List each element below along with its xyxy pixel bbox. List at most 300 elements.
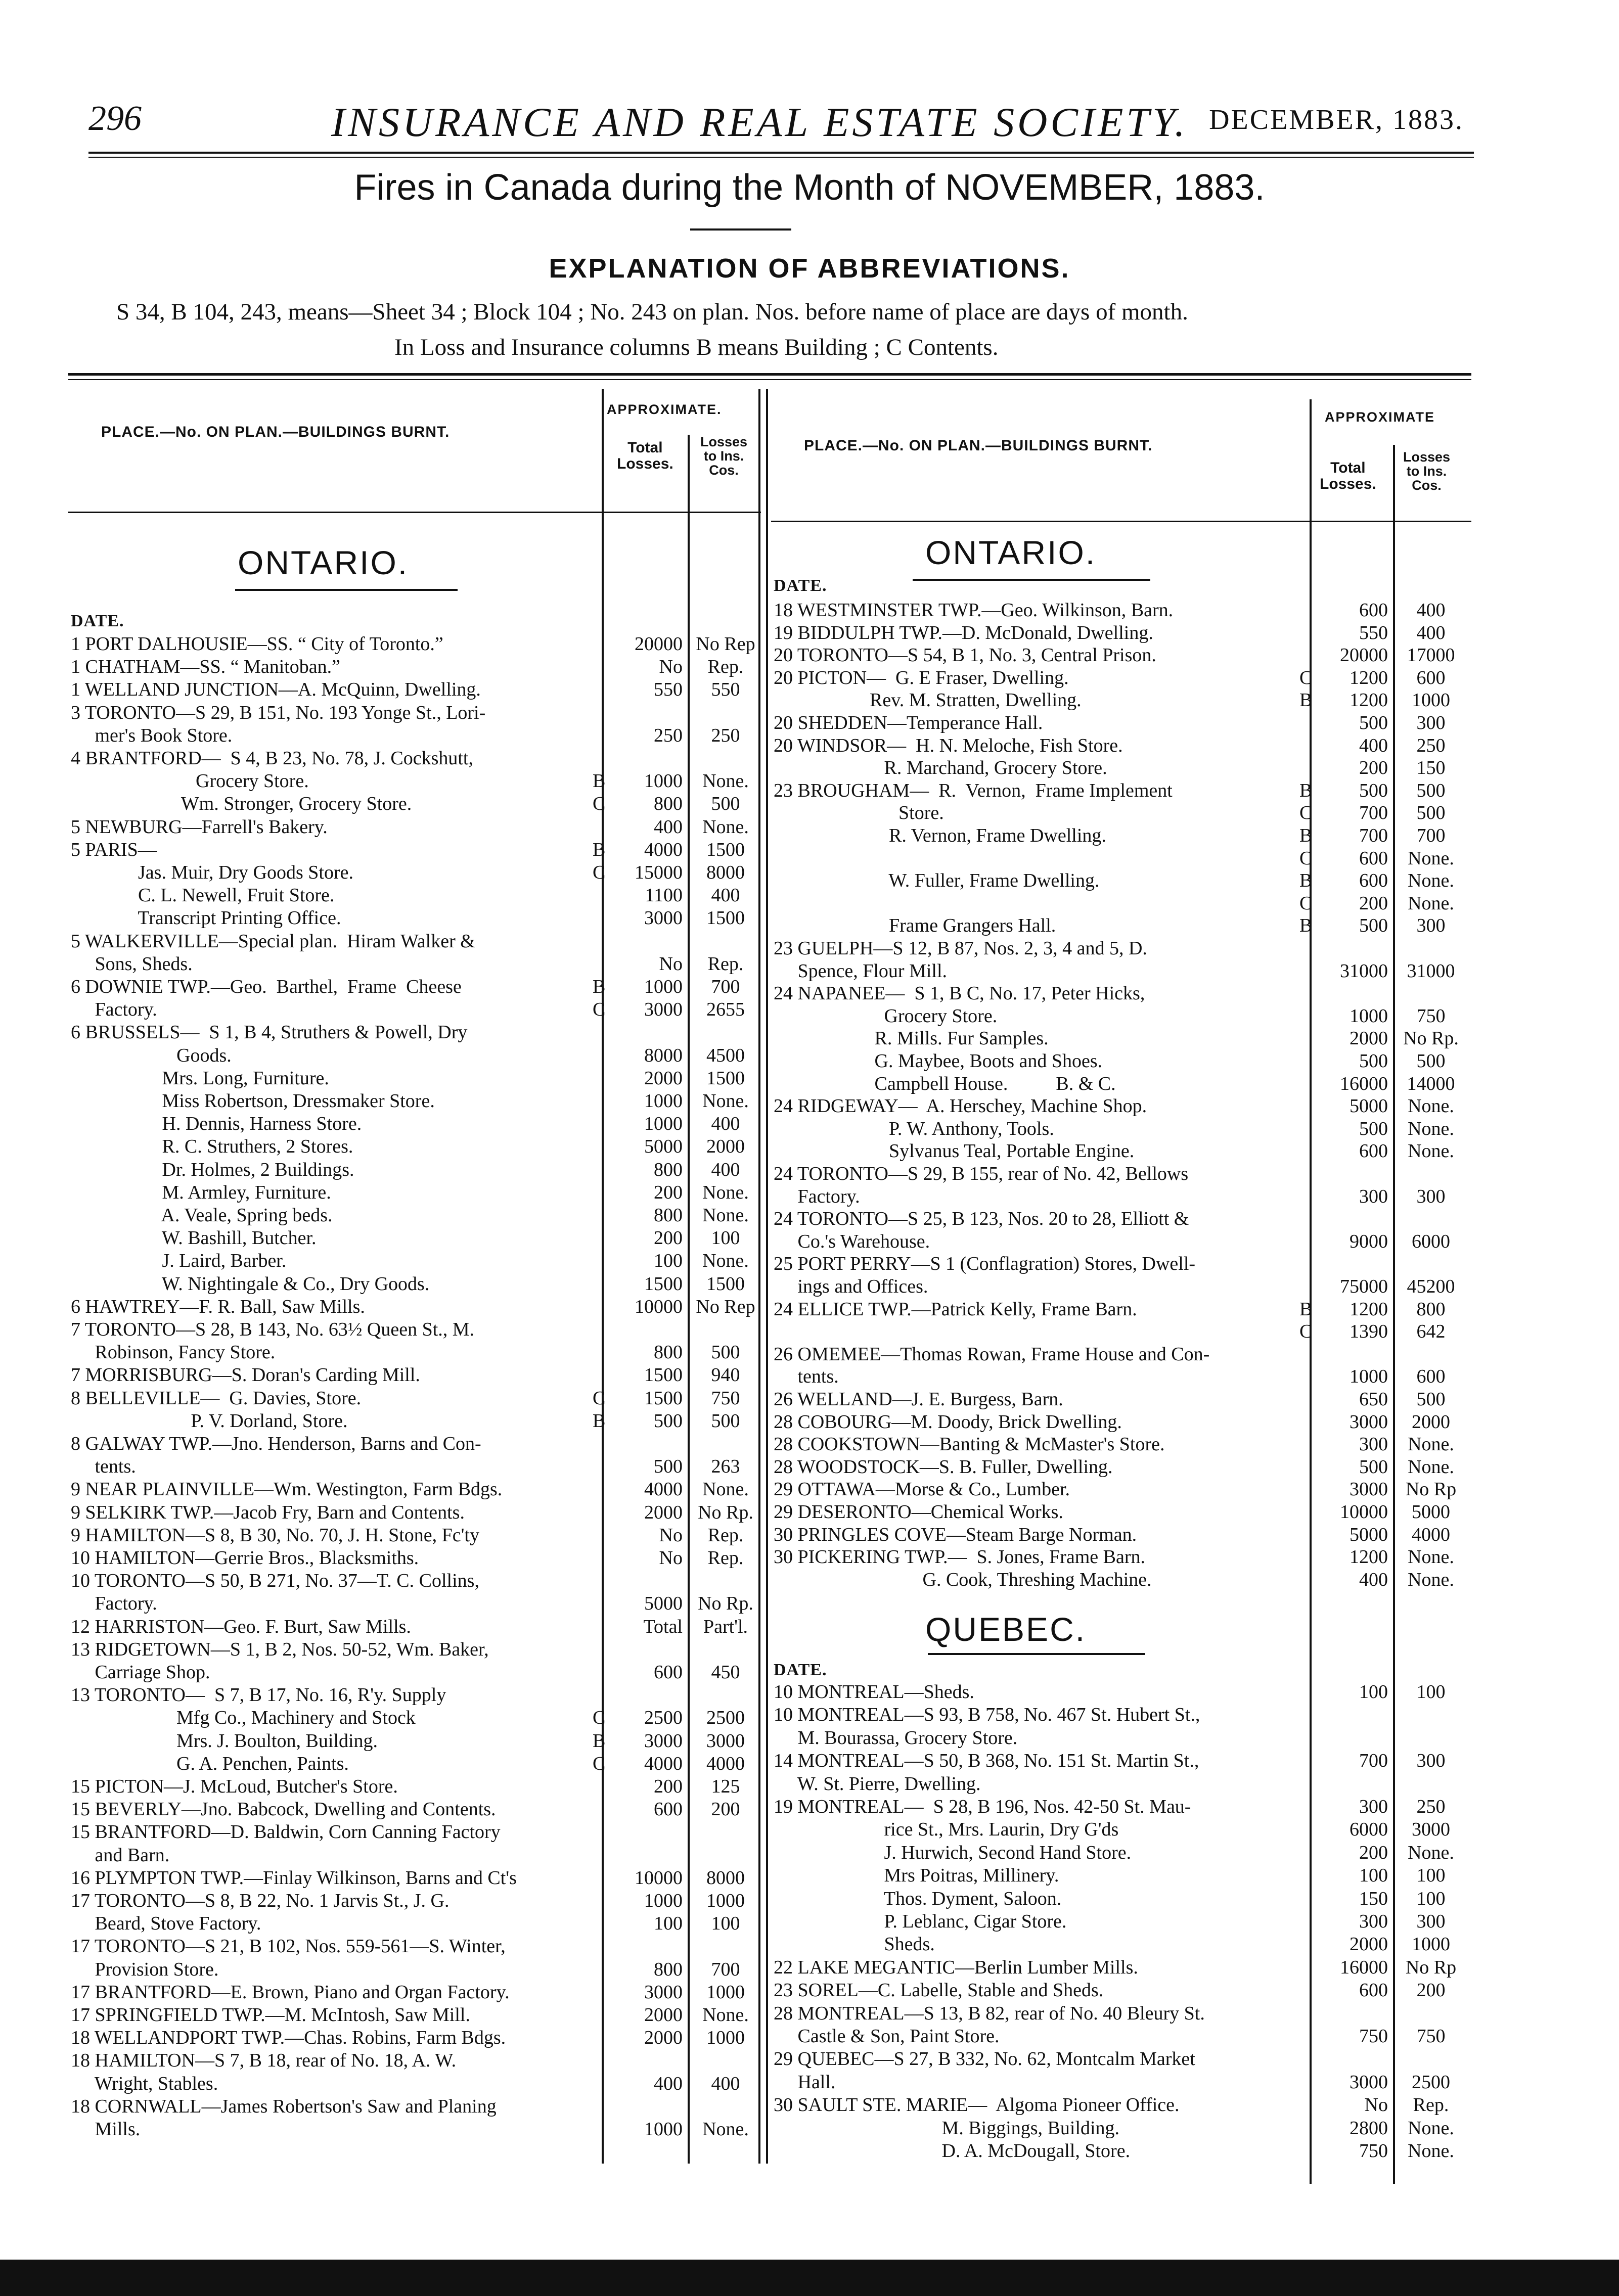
entry-text: W. St. Pierre, Dwelling. (774, 1773, 981, 1795)
insurance-loss-value: None. (1408, 1456, 1454, 1478)
region-underline (928, 1653, 1145, 1655)
insurance-loss-value: 550 (711, 679, 740, 701)
insurance-loss-value: 200 (711, 1799, 740, 1820)
region-underline (913, 579, 1150, 581)
insurance-loss-value: Rep. (707, 1547, 744, 1569)
building-contents-marker: B (1299, 825, 1313, 846)
insurance-loss-value: 300 (1416, 1750, 1446, 1772)
column-header-total-right: Total Losses. (1320, 460, 1376, 492)
insurance-loss-value: 100 (711, 1913, 740, 1935)
table-top-rule-thin (68, 379, 1471, 380)
entry-text: Wright, Stables. (71, 2073, 218, 2094)
insurance-loss-value: Part'l. (703, 1616, 748, 1637)
insurance-loss-value: 17000 (1407, 645, 1455, 666)
abbreviations-line-2: In Loss and Insurance columns B means Building ; C Contents. (394, 334, 999, 360)
region-heading-quebec: QUEBEC. (925, 1611, 1087, 1648)
entry-text: Transcript Printing Office. (71, 907, 341, 929)
entry-text: M. Bourassa, Grocery Store. (774, 1727, 1018, 1749)
insurance-loss-value: 1500 (706, 1273, 745, 1295)
entry-text: and Barn. (71, 1844, 170, 1866)
entry-text: 13 TORONTO— S 7, B 17, No. 16, R'y. Supply (71, 1684, 446, 1706)
entry-text: Factory. (71, 1593, 157, 1615)
column-header-losses-left: Losses to Ins. Cos. (700, 434, 748, 478)
insurance-loss-value: 500 (711, 1410, 740, 1432)
insurance-loss-value: 4000 (1412, 1524, 1450, 1545)
entry-text: 18 HAMILTON—S 7, B 18, rear of No. 18, A. W. (71, 2050, 457, 2072)
entry-text: Carriage Shop. (71, 1662, 210, 1683)
issue-date: DECEMBER, 1883. (1209, 104, 1464, 135)
insurance-loss-value: 300 (1416, 1185, 1446, 1207)
entry-text: tents. (774, 1366, 839, 1388)
entry-text: 10 MONTREAL—S 93, B 758, No. 467 St. Hubert St., (774, 1704, 1200, 1726)
insurance-loss-value: 100 (1416, 1865, 1446, 1887)
total-loss-value: 800 (654, 1958, 683, 1980)
total-loss-value: 700 (1359, 825, 1388, 846)
insurance-loss-value: 250 (1416, 1796, 1446, 1817)
total-loss-value: 1000 (644, 1090, 683, 1112)
total-loss-value: No (659, 656, 683, 678)
entry-text: 3 TORONTO—S 29, B 151, No. 193 Yonge St., Lori- (71, 702, 486, 723)
total-loss-value: 200 (1359, 892, 1388, 914)
insurance-loss-value: 800 (1416, 1298, 1446, 1320)
insurance-loss-value: 100 (711, 1227, 740, 1249)
total-loss-value: 5000 (644, 1136, 683, 1158)
total-loss-value: 1500 (644, 1387, 683, 1409)
total-loss-value: 600 (1359, 1140, 1388, 1162)
insurance-loss-value: 600 (1416, 667, 1446, 688)
entry-text: 6 DOWNIE TWP.—Geo. Barthel, Frame Cheese (71, 976, 462, 997)
entry-text: 24 ELLICE TWP.—Patrick Kelly, Frame Barn. (774, 1298, 1137, 1320)
entry-text: mer's Book Store. (71, 724, 233, 746)
entry-text: 26 WELLAND—J. E. Burgess, Barn. (774, 1389, 1063, 1410)
total-loss-value: 1500 (644, 1364, 683, 1386)
entry-text: 24 TORONTO—S 29, B 155, rear of No. 42, Bellows (774, 1163, 1189, 1184)
total-loss-value: 1000 (644, 1890, 683, 1911)
journal-title: INSURANCE AND REAL ESTATE SOCIETY. (331, 99, 1188, 145)
insurance-loss-value: None. (702, 1181, 749, 1203)
insurance-loss-value: No Rep (696, 1296, 755, 1317)
column-header-place-left: PLACE.—No. ON PLAN.—BUILDINGS BURNT. (101, 424, 450, 440)
entry-text: 7 TORONTO—S 28, B 143, No. 63½ Queen St., M. (71, 1319, 475, 1340)
total-loss-value: 3000 (1350, 1411, 1388, 1433)
insurance-loss-value: 400 (711, 1159, 740, 1180)
total-loss-value: 700 (1359, 802, 1388, 824)
insurance-loss-value: None. (702, 1250, 749, 1272)
date-heading-quebec: DATE. (774, 1661, 827, 1679)
entry-text: A. Veale, Spring beds. (71, 1205, 333, 1226)
insurance-loss-value: 400 (711, 1113, 740, 1135)
insurance-loss-value: None. (702, 2119, 749, 2140)
total-loss-value: 300 (1359, 1911, 1388, 1932)
entry-text: 9 HAMILTON—S 8, B 30, No. 70, J. H. Stone, Fc'ty (71, 1524, 480, 1546)
total-loss-value: No (659, 953, 683, 975)
entry-text: 29 DESERONTO—Chemical Works. (774, 1501, 1063, 1523)
insurance-loss-value: 700 (711, 976, 740, 997)
entry-text: P. W. Anthony, Tools. (774, 1118, 1054, 1139)
entry-text: Store. (774, 802, 944, 824)
insurance-loss-value: No Rp. (698, 1593, 753, 1615)
total-loss-value: 500 (1359, 1118, 1388, 1139)
entry-text: Rev. M. Stratten, Dwelling. (774, 690, 1082, 711)
insurance-loss-value: Rep. (707, 953, 744, 975)
total-loss-value: 150 (1359, 1888, 1388, 1909)
entry-text: 20 SHEDDEN—Temperance Hall. (774, 712, 1043, 733)
entry-text: J. Laird, Barber. (71, 1250, 287, 1272)
column-header-approximate-left: APPROXIMATE. (607, 402, 722, 417)
total-loss-value: 10000 (635, 1296, 683, 1317)
insurance-loss-value: 2655 (706, 999, 745, 1021)
total-loss-value: Total (643, 1616, 683, 1637)
total-loss-value: 4000 (644, 1479, 683, 1500)
total-loss-value: 500 (1359, 712, 1388, 733)
entry-text: Spence, Flour Mill. (774, 960, 948, 982)
entry-text: R. Vernon, Frame Dwelling. (774, 825, 1106, 846)
total-loss-value: 300 (1359, 1796, 1388, 1817)
entry-text: ings and Offices. (774, 1276, 928, 1297)
total-loss-value: 550 (654, 679, 683, 701)
insurance-loss-value: 8000 (706, 862, 745, 883)
entry-text: 24 RIDGEWAY— A. Herschey, Machine Shop. (774, 1095, 1147, 1117)
total-loss-value: 15000 (635, 862, 683, 883)
entry-text: 25 PORT PERRY—S 1 (Conflagration) Stores, Dwell- (774, 1253, 1196, 1275)
building-contents-marker: B (1299, 1298, 1313, 1320)
insurance-loss-value: None. (1408, 2140, 1454, 2162)
building-contents-marker: C (593, 793, 606, 815)
insurance-loss-value: 5000 (1412, 1501, 1450, 1523)
insurance-loss-value: 250 (1416, 734, 1446, 756)
total-loss-value: 3000 (644, 1981, 683, 2003)
insurance-loss-value: 1000 (1412, 690, 1450, 711)
entry-text: tents. (71, 1456, 136, 1478)
entry-text: 7 MORRISBURG—S. Doran's Carding Mill. (71, 1364, 420, 1386)
insurance-loss-value: None. (1408, 847, 1454, 869)
total-loss-value: 200 (654, 1181, 683, 1203)
total-loss-value: 5000 (1350, 1095, 1388, 1117)
entry-text: 18 CORNWALL—James Robertson's Saw and Planing (71, 2095, 497, 2117)
page-number: 296 (88, 99, 142, 138)
total-loss-value: 2500 (644, 1707, 683, 1729)
total-loss-value: 500 (654, 1410, 683, 1432)
insurance-loss-value: None. (1408, 892, 1454, 914)
total-loss-value: 3000 (1350, 2071, 1388, 2093)
table-top-rule (68, 373, 1471, 376)
total-loss-value: 5000 (644, 1593, 683, 1615)
entry-text: R. C. Struthers, 2 Stores. (71, 1136, 353, 1158)
insurance-loss-value: 45200 (1407, 1276, 1455, 1297)
insurance-loss-value: 300 (1416, 1911, 1446, 1932)
entry-text: R. Mills. Fur Samples. (774, 1028, 1049, 1049)
total-loss-value: 2000 (644, 1501, 683, 1523)
insurance-loss-value: No Rp (1405, 1479, 1457, 1500)
entry-text: 24 NAPANEE— S 1, B C, No. 17, Peter Hicks, (774, 983, 1145, 1004)
total-loss-value: 800 (654, 1205, 683, 1226)
entry-text: 20 WINDSOR— H. N. Meloche, Fish Store. (774, 734, 1123, 756)
entry-text: 19 MONTREAL— S 28, B 196, Nos. 42-50 St. Mau- (774, 1796, 1191, 1817)
building-contents-marker: B (593, 770, 606, 792)
entry-text: 9 SELKIRK TWP.—Jacob Fry, Barn and Contents. (71, 1501, 465, 1523)
total-loss-value: 6000 (1350, 1819, 1388, 1841)
total-loss-value: 100 (654, 1913, 683, 1935)
total-loss-value: 1100 (645, 885, 683, 906)
entry-text: G. Cook, Threshing Machine. (774, 1569, 1152, 1590)
insurance-loss-value: 1000 (706, 1981, 745, 2003)
insurance-loss-value: 6000 (1412, 1230, 1450, 1252)
total-loss-value: No (659, 1524, 683, 1546)
total-loss-value: 75000 (1340, 1276, 1388, 1297)
entry-text: W. Bashill, Butcher. (71, 1227, 317, 1249)
insurance-loss-value: 1500 (706, 1067, 745, 1089)
column-rule (602, 389, 604, 2164)
entry-text: Grocery Store. (774, 1005, 998, 1027)
total-loss-value: 2000 (1350, 1934, 1388, 1955)
entry-text: 8 BELLEVILLE— G. Davies, Store. (71, 1387, 362, 1409)
insurance-loss-value: 500 (711, 793, 740, 815)
building-contents-marker: B (1299, 870, 1313, 892)
entry-text: 17 TORONTO—S 21, B 102, Nos. 559-561—S. Winter, (71, 1936, 506, 1957)
total-loss-value: 800 (654, 1159, 683, 1180)
total-loss-value: 600 (1359, 870, 1388, 892)
insurance-loss-value: 3000 (1412, 1819, 1450, 1841)
entry-text: Beard, Stove Factory. (71, 1913, 261, 1935)
building-contents-marker: B (593, 1730, 606, 1752)
entry-text: Campbell House. B. & C. (774, 1073, 1116, 1094)
building-contents-marker: C (593, 1707, 606, 1729)
insurance-loss-value: 150 (1416, 757, 1446, 779)
insurance-loss-value: 500 (1416, 779, 1446, 801)
entry-text: 5 PARIS— (71, 839, 157, 860)
total-loss-value: 20000 (1340, 645, 1388, 666)
total-loss-value: 100 (1359, 1865, 1388, 1887)
insurance-loss-value: None. (1408, 1546, 1454, 1568)
entry-text: Provision Store. (71, 1958, 219, 1980)
building-contents-marker: C (1299, 847, 1313, 869)
insurance-loss-value: None. (1408, 1842, 1454, 1863)
insurance-loss-value: None. (1408, 1140, 1454, 1162)
total-loss-value: 2000 (644, 1067, 683, 1089)
column-header-approximate-right: APPROXIMATE (1325, 409, 1435, 425)
total-loss-value: 20000 (635, 633, 683, 655)
insurance-loss-value: 3000 (706, 1730, 745, 1752)
total-loss-value: 31000 (1340, 960, 1388, 982)
insurance-loss-value: 500 (711, 1342, 740, 1363)
total-loss-value: 400 (654, 2073, 683, 2094)
insurance-loss-value: 1500 (706, 907, 745, 929)
building-contents-marker: C (1299, 892, 1313, 914)
insurance-loss-value: 750 (1416, 2026, 1446, 2047)
insurance-loss-value: 200 (1416, 1980, 1446, 2001)
entry-text: W. Fuller, Frame Dwelling. (774, 870, 1100, 892)
entry-text: 23 SOREL—C. Labelle, Stable and Sheds. (774, 1980, 1104, 2001)
total-loss-value: 600 (1359, 600, 1388, 621)
total-loss-value: 750 (1359, 2026, 1388, 2047)
entry-text: Robinson, Fancy Store. (71, 1342, 276, 1363)
insurance-loss-value: None. (702, 1205, 749, 1226)
entry-text: 4 BRANTFORD— S 4, B 23, No. 78, J. Cockshutt, (71, 748, 473, 769)
entry-text: 30 SAULT STE. MARIE— Algoma Pioneer Office. (774, 2094, 1180, 2116)
total-loss-value: 700 (1359, 1750, 1388, 1772)
entry-text: Mrs Poitras, Millinery. (774, 1865, 1059, 1887)
entry-text: 5 NEWBURG—Farrell's Bakery. (71, 816, 328, 838)
entry-text: 5 WALKERVILLE—Special plan. Hiram Walker & (71, 930, 475, 952)
entry-text: Mrs. J. Boulton, Building. (71, 1730, 378, 1752)
total-loss-value: 200 (1359, 757, 1388, 779)
building-contents-marker: C (593, 1753, 606, 1774)
entry-text: P. Leblanc, Cigar Store. (774, 1911, 1067, 1932)
total-loss-value: 1000 (644, 2119, 683, 2140)
insurance-loss-value: 500 (1416, 1050, 1446, 1072)
insurance-loss-value: None. (1408, 1569, 1454, 1590)
total-loss-value: 1500 (644, 1273, 683, 1295)
total-loss-value: 750 (1359, 2140, 1388, 2162)
insurance-loss-value: None. (702, 2004, 749, 2026)
entry-text: Mfg Co., Machinery and Stock (71, 1707, 416, 1729)
building-contents-marker: C (1299, 667, 1313, 688)
total-loss-value: 550 (1359, 622, 1388, 644)
total-loss-value: 500 (1359, 915, 1388, 937)
entry-text: Miss Robertson, Dressmaker Store. (71, 1090, 435, 1112)
total-loss-value: 200 (654, 1227, 683, 1249)
column-rule (688, 435, 690, 2164)
insurance-loss-value: 400 (711, 2073, 740, 2094)
building-contents-marker: C (593, 862, 606, 883)
insurance-loss-value: None. (702, 816, 749, 838)
total-loss-value: 250 (654, 724, 683, 746)
entry-text: 13 RIDGETOWN—S 1, B 2, Nos. 50-52, Wm. Baker, (71, 1638, 489, 1660)
entry-text: Grocery Store. (71, 770, 309, 792)
total-loss-value: 10000 (635, 1867, 683, 1889)
insurance-loss-value: 300 (1416, 712, 1446, 733)
total-loss-value: 800 (654, 793, 683, 815)
building-contents-marker: C (593, 999, 606, 1021)
entry-text: Sons, Sheds. (71, 953, 193, 975)
total-loss-value: 1000 (644, 770, 683, 792)
insurance-loss-value: None. (702, 1090, 749, 1112)
insurance-loss-value: 250 (711, 724, 740, 746)
total-loss-value: 1000 (1350, 1005, 1388, 1027)
entry-text: Factory. (774, 1185, 860, 1207)
insurance-loss-value: None. (1408, 1434, 1454, 1455)
insurance-loss-value: 100 (1416, 1888, 1446, 1909)
insurance-loss-value: No Rp. (1403, 1028, 1459, 1049)
entry-text: 8 GALWAY TWP.—Jno. Henderson, Barns and Con- (71, 1433, 481, 1454)
insurance-loss-value: 600 (1416, 1366, 1446, 1388)
total-loss-value: 3000 (644, 999, 683, 1021)
insurance-loss-value: 2000 (706, 1136, 745, 1158)
entry-text: 14 MONTREAL—S 50, B 368, No. 151 St. Martin St., (774, 1750, 1199, 1772)
entry-text: 28 COOKSTOWN—Banting & McMaster's Store. (774, 1434, 1165, 1455)
total-loss-value: 1200 (1350, 667, 1388, 688)
entry-text: P. V. Dorland, Store. (71, 1410, 348, 1432)
entry-text: G. A. Penchen, Paints. (71, 1753, 349, 1774)
entry-text: Mills. (71, 2119, 141, 2140)
entry-text: Sylvanus Teal, Portable Engine. (774, 1140, 1135, 1162)
insurance-loss-value: 100 (1416, 1681, 1446, 1703)
insurance-loss-value: Rep. (1413, 2094, 1449, 2116)
building-contents-marker: C (1299, 802, 1313, 824)
total-loss-value: 8000 (644, 1044, 683, 1066)
header-underline-left (68, 512, 761, 513)
insurance-loss-value: Rep. (707, 1524, 744, 1546)
entry-text: 15 PICTON—J. McLoud, Butcher's Store. (71, 1776, 398, 1797)
entry-text: 17 BRANTFORD—E. Brown, Piano and Organ Factory. (71, 1981, 510, 2003)
entry-text: Mrs. Long, Furniture. (71, 1067, 329, 1089)
total-loss-value: 400 (654, 816, 683, 838)
entry-text: 6 BRUSSELS— S 1, B 4, Struthers & Powell, Dry (71, 1022, 468, 1043)
entry-text: 15 BRANTFORD—D. Baldwin, Corn Canning Factory (71, 1821, 501, 1843)
entry-text: 15 BEVERLY—Jno. Babcock, Dwelling and Contents. (71, 1799, 496, 1820)
entry-text: Goods. (71, 1044, 232, 1066)
abbreviations-heading: EXPLANATION OF ABBREVIATIONS. (549, 253, 1070, 284)
abbreviations-line-1: S 34, B 104, 243, means—Sheet 34 ; Block 104 ; No. 243 on plan. Nos. before name of place are days of month. (116, 299, 1188, 325)
date-heading-right: DATE. (774, 576, 827, 595)
total-loss-value: 100 (654, 1250, 683, 1272)
total-loss-value: 400 (1359, 1569, 1388, 1590)
insurance-loss-value: 14000 (1407, 1073, 1455, 1094)
total-loss-value: 3000 (644, 907, 683, 929)
entry-text: M. Biggings, Building. (774, 2117, 1120, 2139)
entry-text: 10 HAMILTON—Gerrie Bros., Blacksmiths. (71, 1547, 419, 1569)
total-loss-value: 16000 (1340, 1956, 1388, 1978)
total-loss-value: 1200 (1350, 690, 1388, 711)
column-header-total-left: Total Losses. (617, 439, 673, 472)
insurance-loss-value: No Rp (1405, 1956, 1457, 1978)
entry-text: 20 TORONTO—S 54, B 1, No. 3, Central Prison. (774, 645, 1156, 666)
insurance-loss-value: 2500 (706, 1707, 745, 1729)
insurance-loss-value: 300 (1416, 915, 1446, 937)
entry-text: 1 WELLAND JUNCTION—A. McQuinn, Dwelling. (71, 679, 481, 701)
total-loss-value: 500 (1359, 779, 1388, 801)
insurance-loss-value: 1000 (1412, 1934, 1450, 1955)
insurance-loss-value: 2500 (1412, 2071, 1450, 2093)
total-loss-value: 600 (654, 1799, 683, 1820)
header-rule-thin (88, 157, 1474, 158)
insurance-loss-value: No Rep (696, 633, 755, 655)
insurance-loss-value: 400 (1416, 600, 1446, 621)
entry-text: Frame Grangers Hall. (774, 915, 1056, 937)
column-header-losses-right: Losses to Ins. Cos. (1403, 449, 1451, 493)
total-loss-value: 500 (1359, 1050, 1388, 1072)
entry-text: G. Maybee, Boots and Shoes. (774, 1050, 1103, 1072)
insurance-loss-value: 4500 (706, 1044, 745, 1066)
total-loss-value: No (659, 1547, 683, 1569)
entry-text: 6 HAWTREY—F. R. Ball, Saw Mills. (71, 1296, 365, 1317)
entry-text: 28 COBOURG—M. Doody, Brick Dwelling. (774, 1411, 1122, 1433)
insurance-loss-value: 8000 (706, 1867, 745, 1889)
entry-text: 10 MONTREAL—Sheds. (774, 1681, 974, 1703)
entry-text: 23 BROUGHAM— R. Vernon, Frame Implement (774, 779, 1173, 801)
insurance-loss-value: 940 (711, 1364, 740, 1386)
insurance-loss-value: No Rp. (698, 1501, 753, 1523)
entry-text: M. Armley, Furniture. (71, 1181, 331, 1203)
total-loss-value: 100 (1359, 1681, 1388, 1703)
region-heading-right: ONTARIO. (925, 534, 1097, 571)
building-contents-marker: B (593, 976, 606, 997)
building-contents-marker: C (1299, 1321, 1313, 1343)
total-loss-value: 650 (1359, 1389, 1388, 1410)
total-loss-value: 4000 (644, 839, 683, 860)
header-underline-right (771, 521, 1471, 522)
insurance-loss-value: None. (1408, 1118, 1454, 1139)
insurance-loss-value: 1000 (706, 2027, 745, 2049)
entry-text: 16 PLYMPTON TWP.—Finlay Wilkinson, Barns and Ct's (71, 1867, 517, 1889)
entry-text: 28 MONTREAL—S 13, B 82, rear of No. 40 Bleury St. (774, 2002, 1205, 2024)
scan-edge (0, 2260, 1619, 2296)
date-heading-left: DATE. (71, 612, 124, 630)
insurance-loss-value: None. (1408, 870, 1454, 892)
entry-text: 17 SPRINGFIELD TWP.—M. McIntosh, Saw Mill. (71, 2004, 470, 2026)
entry-text: H. Dennis, Harness Store. (71, 1113, 362, 1135)
total-loss-value: 1000 (644, 976, 683, 997)
